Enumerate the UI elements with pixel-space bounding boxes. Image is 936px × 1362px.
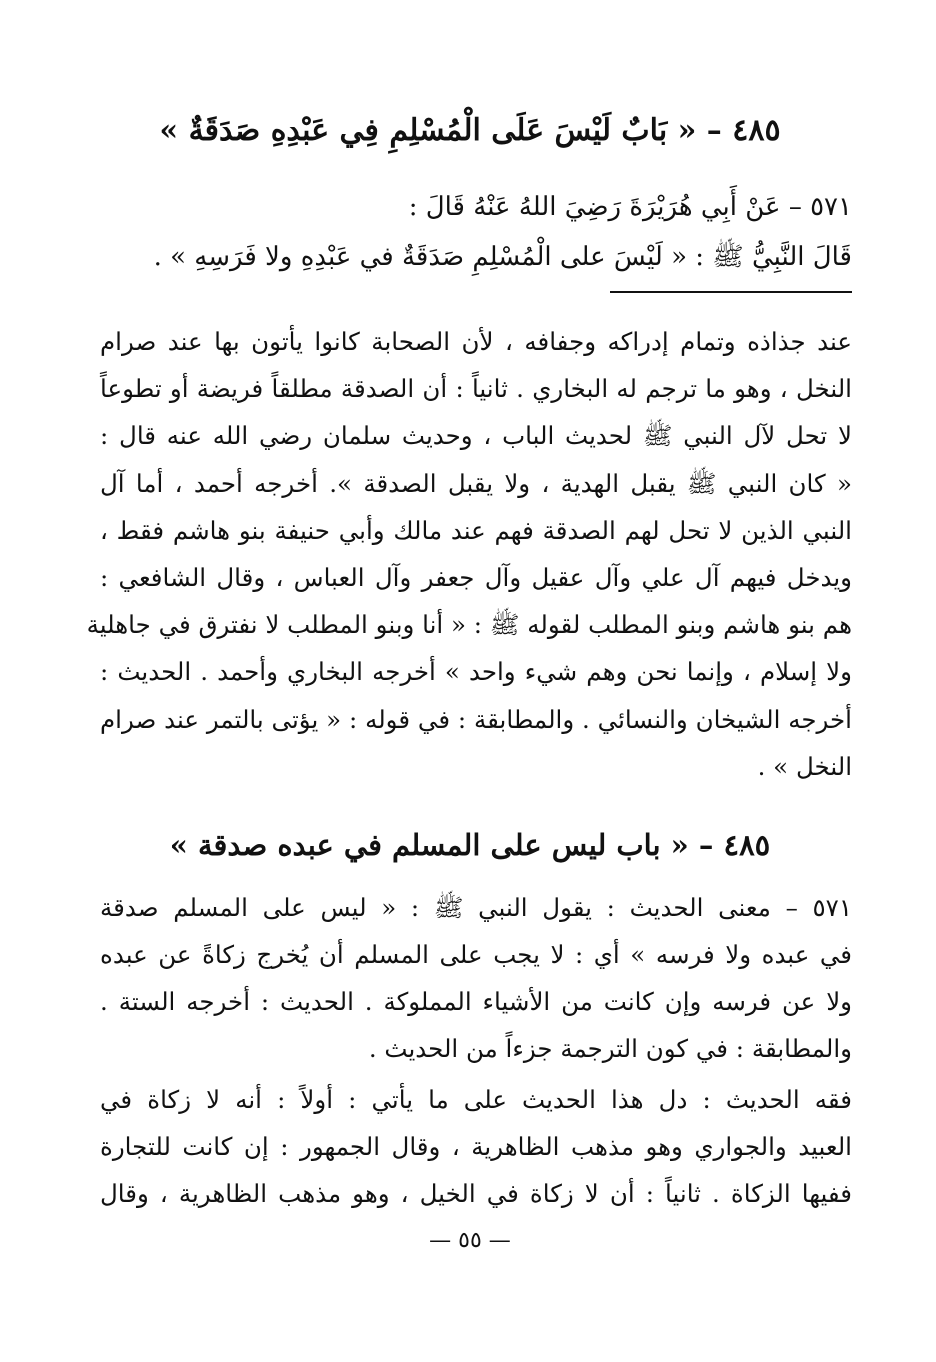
- commentary-line: أخرجه الشيخان والنسائي . والمطابقة : في قوله : « يؤتى بالتمر عند صرام: [100, 704, 852, 734]
- fiqh-line: ففيها الزكاة . ثانياً : أن لا زكاة في الخيل ، وهو مذهب الظاهرية ، وقال: [100, 1179, 852, 1208]
- hadith-line: قَالَ النَّبِيُّ ﷺ : « لَيْسَ على الْمُسْلِمِ صَدَقَةٌ في عَبْدِهِ ولا فَرَسِهِ » .: [153, 242, 852, 272]
- explanation-paragraph: [100, 884, 852, 1072]
- explanation-line: ٥٧١ – معنى الحديث : يقول النبي ﷺ : « ليس على المسلم صدقة: [100, 893, 852, 922]
- commentary-line: « كان النبي ﷺ يقبل الهدية ، ولا يقبل الصدقة ». أخرجه أحمد ، أما آل: [100, 468, 852, 498]
- explanation-line: والمطابقة : في كون الترجمة جزءاً من الحديث .: [368, 1034, 852, 1063]
- commentary-line: النخل » .: [757, 751, 852, 781]
- explanation-line: ولا عن فرسه وإن كانت من الأشياء المملوكة . الحديث : أخرجه الستة .: [100, 987, 852, 1016]
- hadith-text-block: [100, 182, 852, 282]
- footnote-separator: [610, 291, 852, 293]
- commentary-line: ولا إسلام ، وإنما نحن وهم شيء واحد » أخرجه البخاري وأحمد . الحديث :: [100, 657, 852, 687]
- commentary-paragraph: [86, 318, 852, 790]
- fiqh-paragraph: [100, 1076, 852, 1217]
- fiqh-line: فقه الحديث : دل هذا الحديث على ما يأتي : أولاً : أنه لا زكاة في: [100, 1085, 852, 1114]
- commentary-line: النبي الذين لا تحل لهم الصدقة فهم عند مالك وأبي حنيفة بنو هاشم فقط ،: [100, 515, 852, 545]
- page-number: — ٥٥ —: [429, 1228, 511, 1253]
- commentary-line: ويدخل فيهم آل علي وآل عقيل وآل جعفر وآل العباس ، وقال الشافعي :: [100, 563, 852, 593]
- explanation-line: في عبده ولا فرسه » أي : لا يجب على المسلم أن يُخرج زكاةً عن عبده: [100, 940, 852, 969]
- fiqh-line: العبيد والجواري وهو مذهب الظاهرية ، وقال الجمهور : إن كانت للتجارة: [100, 1132, 852, 1161]
- chapter-heading-top: ٤٨٥ – « بَابٌ لَيْسَ عَلَى الْمُسْلِمِ فِي عَبْدِهِ صَدَقَةٌ »: [159, 113, 781, 148]
- commentary-line: لا تحل لآل النبي ﷺ لحديث الباب ، وحديث سلمان رضي الله عنه قال :: [100, 421, 852, 451]
- chapter-heading-bottom: ٤٨٥ – « باب ليس على المسلم في عبده صدقة »: [169, 828, 771, 862]
- commentary-line: هم بنو هاشم وبنو المطلب لقوله ﷺ : « أنا وبنو المطلب لا نفترق في جاهلية: [86, 610, 852, 640]
- commentary-line: عند جذاذه وتمام إدراكه وجفافه ، لأن الصحابة كانوا يأتون بها عند صرام: [100, 327, 852, 356]
- hadith-line: ٥٧١ – عَنْ أَبِي هُرَيْرَةَ رَضِيَ اللهُ عَنْهُ قَالَ :: [408, 192, 852, 222]
- commentary-line: النخل ، وهو ما ترجم له البخاري . ثانياً : أن الصدقة مطلقاً فريضة أو تطوعاً: [100, 374, 852, 404]
